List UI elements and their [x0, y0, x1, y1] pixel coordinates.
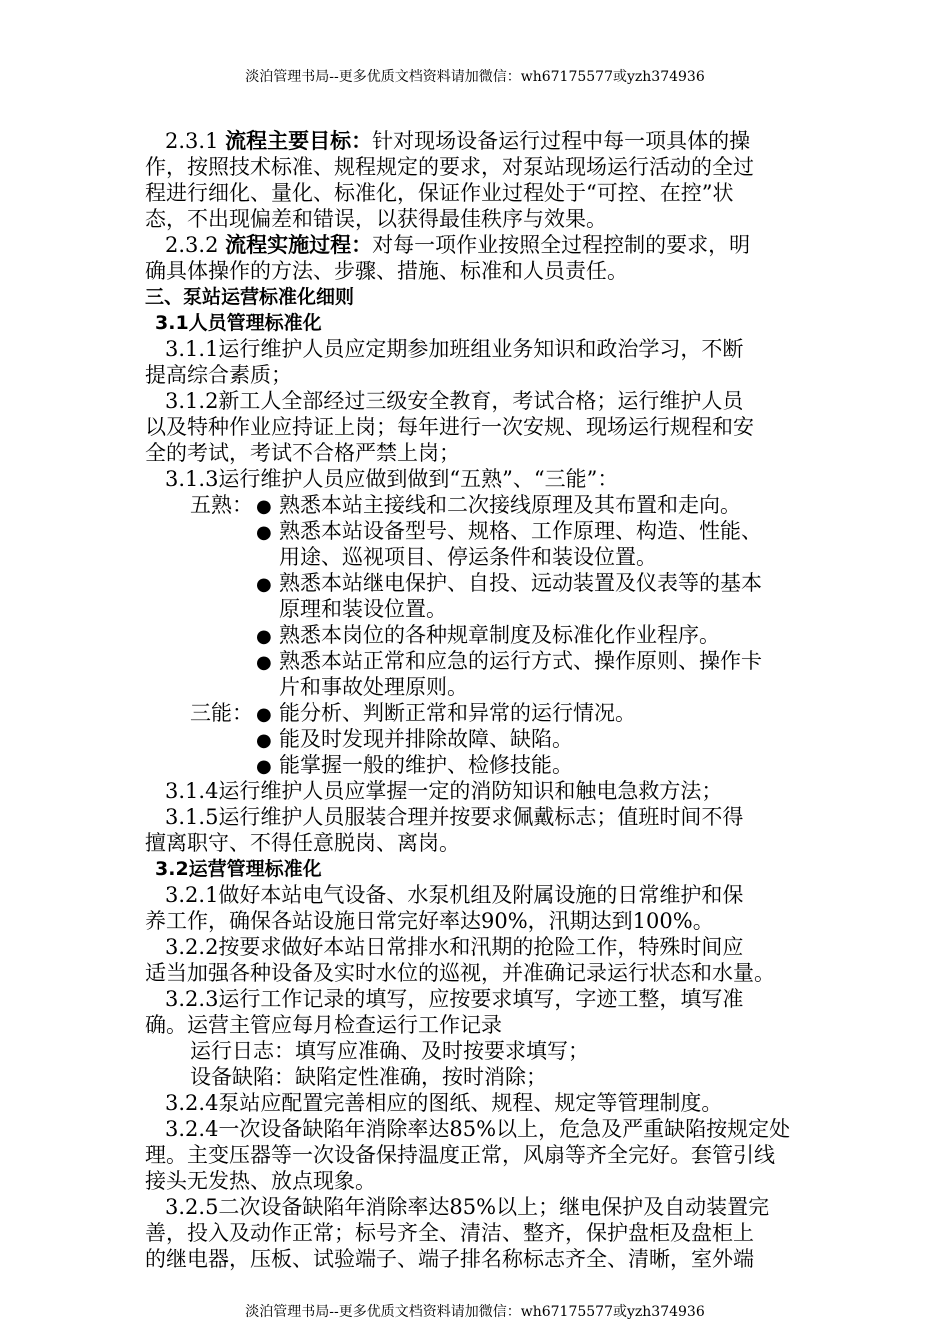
text-line: 片和事故处理原则。 [279, 675, 468, 699]
text-line: 作，按照技术标准、规程规定的要求，对泵站现场运行活动的全过 [145, 155, 754, 179]
p315-line: 擅离职守、不得任意脱岗、离岗。 [145, 831, 460, 855]
p312-line: 以及特种作业应持证上岗；每年进行一次安规、现场运行规程和安 [145, 415, 754, 439]
bullet-icon: ● [256, 626, 272, 647]
section-heading-3-2: 3.2运营管理标准化 [155, 858, 322, 880]
five-label: 五熟： [190, 493, 253, 517]
sec-232-label: 流程实施过程： [225, 232, 373, 257]
bullet-icon: ● [256, 704, 272, 725]
text-line: 确具体操作的方法、步骤、措施、标准和人员责任。 [145, 259, 628, 283]
p324a-line: 3.2.4泵站应配置完善相应的图纸、规程、规定等管理制度。 [165, 1091, 723, 1115]
text-line: 程进行细化、量化、标准化，保证作业过程处于“可控、在控”状 [145, 181, 734, 205]
section-heading-3: 三、泵站运营标准化细则 [145, 286, 355, 308]
p323-line: 3.2.3运行工作记录的填写，应按要求填写，字迹工整，填写准 [165, 987, 744, 1011]
p325-line: 善，投入及动作正常；标号齐全、清洁、整齐，保护盘柜及盘柜上 [145, 1221, 754, 1245]
sec-231-line-1 [165, 128, 750, 154]
p324b-line: 3.2.4一次设备缺陷年消除率达85%以上，危急及严重缺陷按规定处 [165, 1117, 791, 1141]
p311-line: 3.1.1运行维护人员应定期参加班组业务知识和政治学习，不断 [165, 337, 744, 361]
p324b-line: 理。主变压器等一次设备保持温度正常，风扇等齐全完好。套管引线 [145, 1143, 775, 1167]
bullet-icon: ● [256, 522, 272, 543]
p321-line: 3.2.1做好本站电气设备、水泵机组及附属设施的日常维护和保 [165, 883, 744, 907]
sec-231-text: 针对现场设备运行过程中每一项具体的操 [372, 129, 751, 153]
text-line: 态，不出现偏差和错误，以获得最佳秩序与效果。 [145, 207, 607, 231]
three-item-1: ● 能分析、判断正常和异常的运行情况。 [256, 700, 636, 728]
p325-line: 3.2.5二次设备缺陷年消除率达85%以上；继电保护及自动装置完 [165, 1195, 770, 1219]
five-item-5: ● 熟悉本站正常和应急的运行方式、操作原则、操作卡 [256, 648, 762, 676]
p312-line: 3.1.2新工人全部经过三级安全教育，考试合格；运行维护人员 [165, 389, 744, 413]
sec-232-text: 对每一项作业按照全过程控制的要求，明 [372, 233, 751, 257]
p311-line: 提高综合素质； [145, 363, 292, 387]
five-item-4: ● 熟悉本岗位的各种规章制度及标准化作业程序。 [256, 622, 720, 650]
p323-line: 确。运营主管应每月检查运行工作记录 [145, 1013, 502, 1037]
p313-line: 3.1.3运行维护人员应做到做到“五熟”、“三能”： [165, 467, 619, 491]
three-item-3: ● 能掌握一般的维护、检修技能。 [256, 752, 573, 780]
p322-line: 适当加强各种设备及实时水位的巡视，并准确记录运行状态和水量。 [145, 961, 775, 985]
sec-232-line-1 [165, 232, 750, 258]
p314-line: 3.1.4运行维护人员应掌握一定的消防知识和触电急救方法； [165, 779, 723, 803]
p324b-line: 接头无发热、放点现象。 [145, 1169, 376, 1193]
p312-line: 全的考试，考试不合格严禁上岗； [145, 441, 460, 465]
p322-line: 3.2.2按要求做好本站日常排水和汛期的抢险工作，特殊时间应 [165, 935, 744, 959]
page-footer: 淡泊管理书局--更多优质文档资料请加微信：wh67175577或yzh374936 [245, 1304, 705, 1320]
p321-line: 养工作，确保各站设施日常完好率达90%，汛期达到100%。 [145, 909, 714, 933]
five-item-3: ● 熟悉本站继电保护、自投、远动装置及仪表等的基本 [256, 570, 762, 598]
text-line: 原理和装设位置。 [279, 597, 447, 621]
three-label: 三能： [190, 701, 253, 725]
five-item-1: ● 熟悉本站主接线和二次接线原理及其布置和走向。 [256, 492, 741, 520]
sec-232-num: 2.3.2 [165, 233, 219, 257]
page-header: 淡泊管理书局--更多优质文档资料请加微信：wh67175577或yzh374936 [245, 69, 705, 85]
section-heading-3-1: 3.1人员管理标准化 [155, 312, 322, 334]
p325-line: 的继电器，压板、试验端子、端子排名称标志齐全、清晰，室外端 [145, 1247, 754, 1271]
bullet-icon: ● [256, 574, 272, 595]
sec-231-label: 流程主要目标： [225, 128, 373, 153]
sec-231-num: 2.3.1 [165, 129, 219, 153]
p315-line: 3.1.5运行维护人员服装合理并按要求佩戴标志；值班时间不得 [165, 805, 744, 829]
five-item-2: ● 熟悉本站设备型号、规格、工作原理、构造、性能、 [256, 518, 762, 546]
bullet-icon: ● [256, 730, 272, 751]
bullet-icon: ● [256, 496, 272, 517]
bullet-icon: ● [256, 756, 272, 777]
three-item-2: ● 能及时发现并排除故障、缺陷。 [256, 726, 573, 754]
p323-defect-line: 设备缺陷：缺陷定性准确，按时消除； [190, 1065, 547, 1089]
p323-log-line: 运行日志：填写应准确、及时按要求填写； [190, 1039, 589, 1063]
text-line: 用途、巡视项目、停运条件和装设位置。 [279, 545, 657, 569]
bullet-icon: ● [256, 652, 272, 673]
